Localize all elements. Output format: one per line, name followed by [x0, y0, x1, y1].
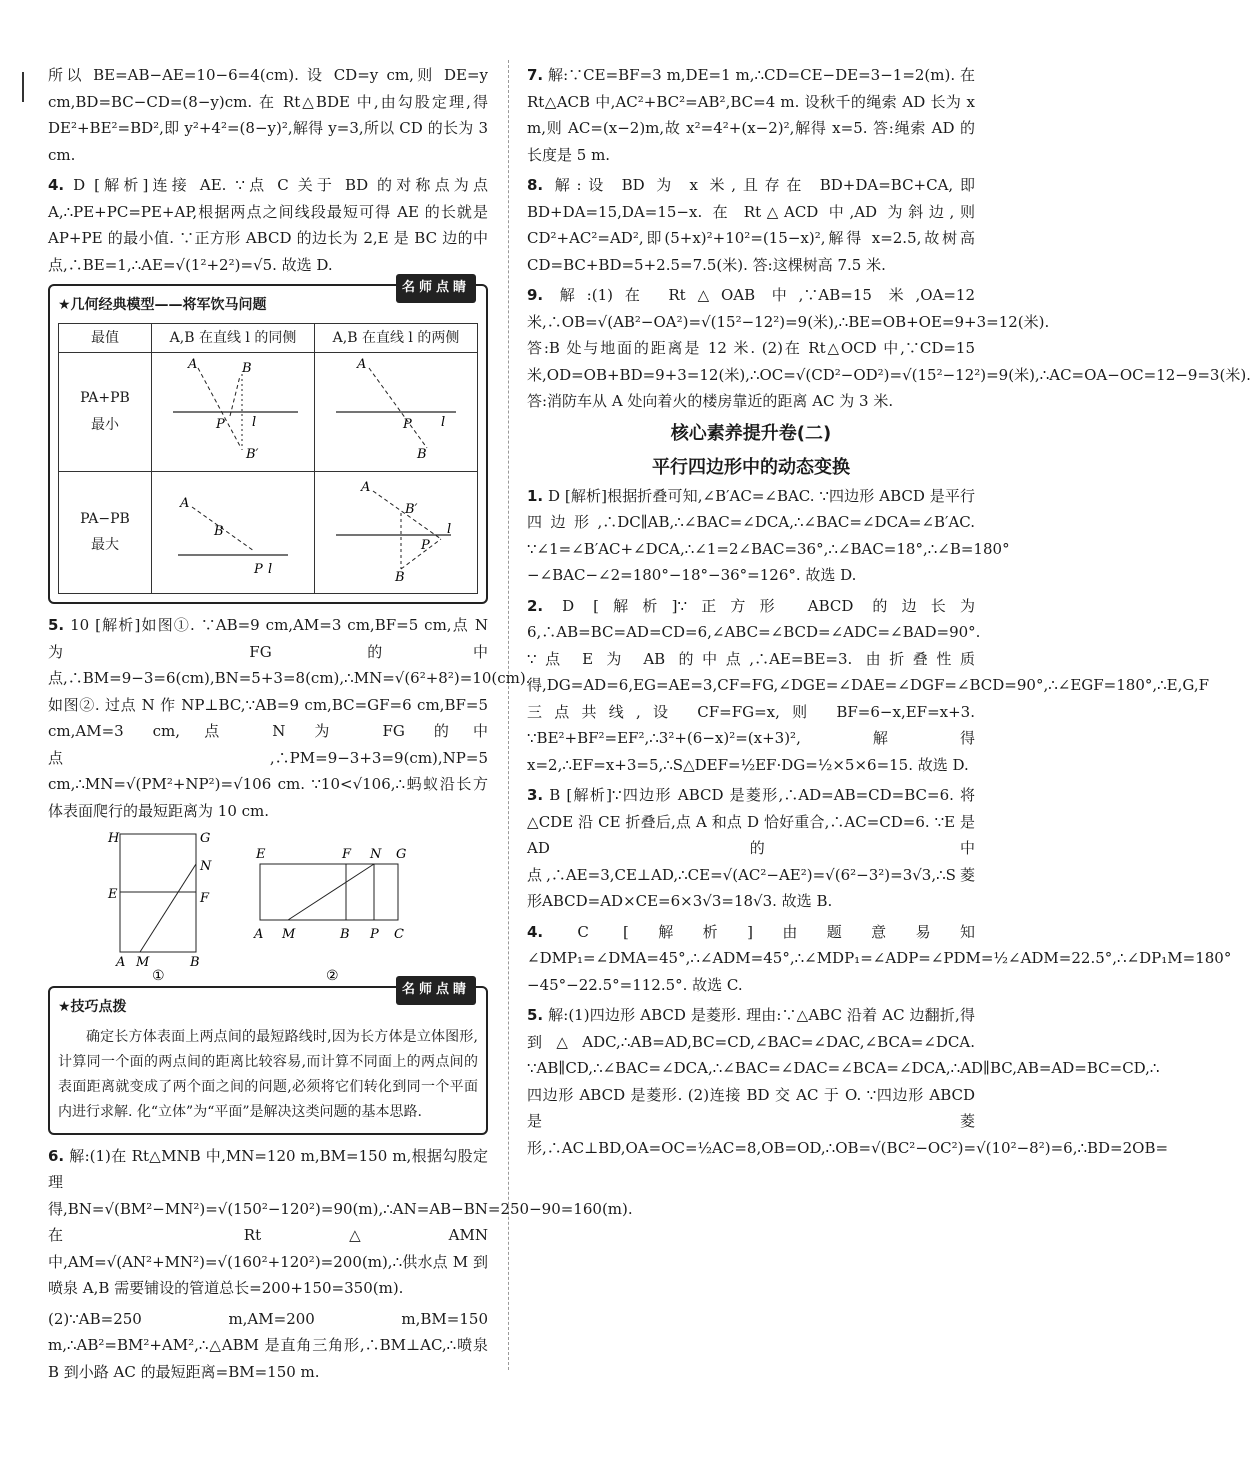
point-label: H	[108, 831, 120, 846]
answer-5-number: 5.	[48, 616, 65, 634]
section-answer-1	[527, 483, 1010, 589]
point-label: N	[370, 847, 382, 862]
tip-badge: 名师点睛	[396, 976, 476, 1005]
figure-caption: ①	[152, 968, 165, 984]
answer-5-text: 10 [解析]如图①. ∵AB=9 cm,AM=3 cm,BF=5 cm,点 N 为 FG 的中点,∴BM=9−3=6(cm),BN=5+3=8(cm),∴MN=√(6²+8²)=10(cm). 如图②. 过点 N 作 NP⊥BC,∵AB=9 cm,BC=GF=6 cm,BF=5 cm,AM=3 cm,点 N 为 FG 的中点,∴PM=9−3+3=9(cm),NP=5 cm,∴MN=√(PM²+NP²)=√106 cm. ∵10<√106,∴蚂蚁沿长方体表面爬行的最短距离为 10 cm.	[48, 616, 531, 820]
answer-6-number: 6.	[48, 1146, 65, 1165]
diagram-cell	[315, 471, 478, 594]
point-label: l	[441, 415, 446, 430]
answer-9-text: 解:(1)在 Rt△OAB 中,∵AB=15 米,OA=12 米,∴OB=√(AB²−OA²)=√(15²−12²)=9(米),∴BE=OB+OE=9+3=12(米). 答:B 处与地面的距离是 12 米. (2)在 Rt△OCD 中,∵CD=15 米,OD=OB+BD=9+3=12(米),∴OC=√(CD²−OD²)=√(15²−12²)=9(米),∴AC=OA−OC=12−9=3(米). 答:消防车从 A 处向着火的楼房靠近的距离 AC 为 3 米.	[527, 286, 1251, 410]
point-label: P	[421, 537, 430, 553]
point-label: G	[200, 831, 211, 846]
left-column	[48, 62, 633, 1389]
section-answer-4-text: C [解析]由题意易知∠DMP₁=∠DMA=45°,∴∠ADM=45°,∴∠MDP₁=∠ADP=∠PDM=½∠ADM=22.5°,∴∠DP₁M=180°−45°−22.5°=112.5°. 故选 C.	[527, 922, 1232, 994]
section-answer-1-number: 1.	[527, 486, 544, 505]
point-label: B	[340, 927, 350, 942]
answer-8-text: 解:设 BD 为 x 米,且存在 BD+DA=BC+CA,即 BD+DA=15,DA=15−x. 在 Rt△ACD 中,AD 为斜边,则 CD²+AC²=AD²,即(5+x)²+10²=(15−x)²,解得 x=2.5,故树高 CD=BC+BD=5+2.5=7.5(米). 答:这棵树高 7.5 米.	[527, 176, 975, 274]
figures-5	[48, 830, 488, 984]
row-sublabel: 最小	[91, 416, 119, 433]
answer-9-number: 9.	[527, 286, 544, 304]
answer-5	[48, 612, 531, 824]
point-label: B′	[246, 447, 259, 462]
section-answer-5-text: 解:(1)四边形 ABCD 是菱形. 理由:∵△ABC 沿着 AC 边翻折,得到△ADC,∴AB=AD,BC=CD,∠BAC=∠DAC,∠BCA=∠DCA. ∵AB∥CD,∴∠BAC=∠DCA,∴∠BAC=∠DAC=∠BCA=∠DCA,∴AD∥BC,AB=AD=BC=CD,∴四边形 ABCD 是菱形. (2)连接 BD 交 AC 于 O. ∵四边形 ABCD 是菱形,∴AC⊥BD,OA=OC=½AC=8,OB=OD,∴OB=√(BC²−OC²)=√(10²−8²)=6,∴BD=2OB=	[527, 1006, 1169, 1157]
diagram-cell	[152, 353, 315, 472]
point-label: l	[268, 561, 273, 577]
point-label: B	[395, 569, 405, 585]
point-label: B	[242, 361, 252, 376]
point-label: P	[370, 927, 379, 942]
diagram-max-same-side	[158, 473, 308, 583]
point-label: A	[361, 479, 371, 495]
answer-6	[48, 1143, 633, 1302]
cuboid-unfold-figures	[48, 830, 488, 984]
answer-9	[527, 282, 1251, 415]
point-label: C	[394, 927, 404, 942]
diagram-cell	[315, 353, 478, 472]
point-label: A	[254, 927, 264, 942]
tip-title: ★技巧点拨	[58, 999, 127, 1015]
section-title: 核心素养提升卷(二)	[670, 422, 832, 444]
diagram-min-same-side	[158, 354, 308, 460]
answer-7-text: 解:∵CE=BF=3 m,DE=1 m,∴CD=CE−DE=3−1=2(m). 在 Rt△ACB 中,AC²+BC²=AB²,BC=4 m. 设秋千的绳索 AD 长为 x m,则 AC=(x−2)m,故 x²=4²+(x−2)²,解得 x=5. 答:绳索 AD 的长度是 5 m.	[527, 66, 975, 164]
point-label: E	[256, 847, 266, 862]
section-answer-2-number: 2.	[527, 596, 544, 615]
point-label: N	[200, 859, 212, 874]
figure-caption: ②	[326, 968, 339, 984]
answer-8	[527, 172, 975, 278]
table-row-label	[59, 353, 152, 472]
section-answer-3	[527, 782, 975, 915]
row-sublabel: 最大	[91, 537, 119, 554]
model-table	[58, 323, 478, 595]
answer-6-part2: (2)∵AB=250 m,AM=200 m,BM=150 m,∴AB²=BM²+AM²,∴△ABM 是直角三角形,∴BM⊥AC,∴喷泉 B 到小路 AC 的最短距离=BM=150 m.	[48, 1309, 488, 1381]
right-column	[527, 62, 1251, 1165]
point-label: M	[136, 955, 150, 970]
diagram-max-two-sides	[321, 473, 471, 583]
tip-title: ★几何经典模型——将军饮马问题	[58, 297, 267, 313]
section-subtitle: 平行四边形中的动态变换	[652, 456, 850, 478]
section-answer-4-number: 4.	[527, 922, 544, 941]
point-label: F	[342, 847, 352, 862]
section-answer-2	[527, 593, 1210, 779]
point-label: B′	[405, 501, 418, 517]
answer-7	[527, 62, 975, 168]
tip-box-skill	[48, 982, 488, 1135]
point-label: B	[214, 523, 224, 539]
table-head-cell: 最值	[59, 323, 152, 353]
table-row-label	[59, 471, 152, 594]
point-label: P	[216, 417, 225, 432]
section-answer-3-number: 3.	[527, 786, 544, 804]
answer-4-number: 4.	[48, 176, 65, 194]
point-label: A	[116, 955, 126, 970]
answer-7-number: 7.	[527, 66, 544, 84]
diagram-min-two-sides	[321, 354, 471, 460]
point-label: l	[447, 521, 452, 537]
point-label: A	[357, 357, 367, 372]
point-label: l	[252, 415, 257, 430]
answer-4-text: D [解析]连接 AE. ∵点 C 关于 BD 的对称点为点 A,∴PE+PC=PE+AP,根据两点之间线段最短可得 AE 的长就是 AP+PE 的最小值. ∵正方形 ABCD 的边长为 2,E 是 BC 边的中点,∴BE=1,∴AE=√(1²+2²)=√5. 故选 D.	[48, 176, 488, 274]
point-label: M	[282, 927, 296, 942]
column-divider	[508, 60, 509, 1370]
section-answer-5	[527, 1002, 1169, 1161]
section-answer-2-text: D [解析]∵正方形 ABCD 的边长为 6,∴AB=BC=AD=CD=6,∠ABC=∠BCD=∠ADC=∠BAD=90°. ∵点 E 为 AB 的中点,∴AE=BE=3. 由折叠性质得,DG=AD=6,EG=AE=3,CF=FG,∠DGE=∠DAE=∠DGF=∠BCD=90°,∴∠EGF=180°,∴E,G,F 三点共线,设 CF=FG=x,则 BF=6−x,EF=x+3. ∵BE²+BF²=EF²,∴3²+(6−x)²=(x+3)²,解得 x=2,∴EF=x+3=5,∴S△DEF=½EF·DG=½×5×6=15. 故选 D.	[527, 596, 1210, 774]
point-label: P	[254, 561, 263, 577]
answer-6-text: 解:(1)在 Rt△MNB 中,MN=120 m,BM=150 m,根据勾股定理得,BN=√(BM²−MN²)=√(150²−120²)=90(m),∴AN=AB−BN=250−90=160(m). 在 Rt△AMN 中,AM=√(AN²+MN²)=√(160²+120²)=200(m),∴供水点 M 到喷泉 A,B 需要铺设的管道总长=200+150=350(m).	[48, 1146, 633, 1297]
tip-text: 确定长方体表面上两点间的最短路线时,因为长方体是立体图形,计算同一个面的两点间的距离比较容易,而计算不同面上的两点间的表面距离就变成了两个面之间的问题,必须将它们转化到同一个平面内进行求解. 化“立体”为“平面”是解决这类问题的基本思路.	[58, 1028, 478, 1120]
intro-answer: 所以 BE=AB−AE=10−6=4(cm). 设 CD=y cm,则 DE=y cm,BD=BC−CD=(8−y)cm. 在 Rt△BDE 中,由勾股定理,得 DE²+BE²=BD²,即 y²+4²=(8−y)²,解得 y=3,所以 CD 的长为 3 cm.	[48, 66, 488, 164]
diagram-cell	[152, 471, 315, 594]
row-label: PA+PB	[80, 390, 130, 407]
point-label: A	[188, 357, 198, 372]
table-head-cell: A,B 在直线 l 的两侧	[315, 323, 478, 353]
table-head-cell: A,B 在直线 l 的同侧	[152, 323, 315, 353]
row-label: PA−PB	[80, 510, 130, 527]
page-edge-mark	[22, 72, 24, 102]
section-answer-3-text: B [解析]∵四边形 ABCD 是菱形,∴AD=AB=CD=BC=6. 将△CDE 沿 CE 折叠后,点 A 和点 D 恰好重合,∴AC=CD=6. ∵E 是 AD 的中点,∴AE=3,CE⊥AD,∴CE=√(AC²−AE²)=√(6²−3²)=3√3,∴S菱形ABCD=AD×CE=6×3√3=18√3. 故选 B.	[527, 786, 975, 910]
section-answer-5-number: 5.	[527, 1006, 544, 1024]
section-answer-4	[527, 919, 1232, 999]
tip-box-model	[48, 280, 488, 604]
section-answer-1-text: D [解析]根据折叠可知,∠B′AC=∠BAC. ∵四边形 ABCD 是平行四边形,∴DC∥AB,∴∠BAC=∠DCA,∴∠BAC=∠DCA=∠B′AC. ∵∠1=∠B′AC+∠DCA,∴∠1=2∠BAC=36°,∴∠BAC=18°,∴∠B=180°−∠BAC−∠2=180°−18°−36°=126°. 故选 D.	[527, 486, 1010, 584]
answer-4	[48, 172, 488, 278]
point-label: P	[403, 417, 412, 432]
point-label: B	[190, 955, 200, 970]
tip-badge: 名师点睛	[396, 274, 476, 303]
point-label: G	[396, 847, 407, 862]
point-label: B	[417, 447, 427, 462]
point-label: A	[180, 495, 190, 511]
point-label: E	[108, 887, 118, 902]
point-label: F	[200, 891, 210, 906]
answer-8-number: 8.	[527, 176, 544, 194]
